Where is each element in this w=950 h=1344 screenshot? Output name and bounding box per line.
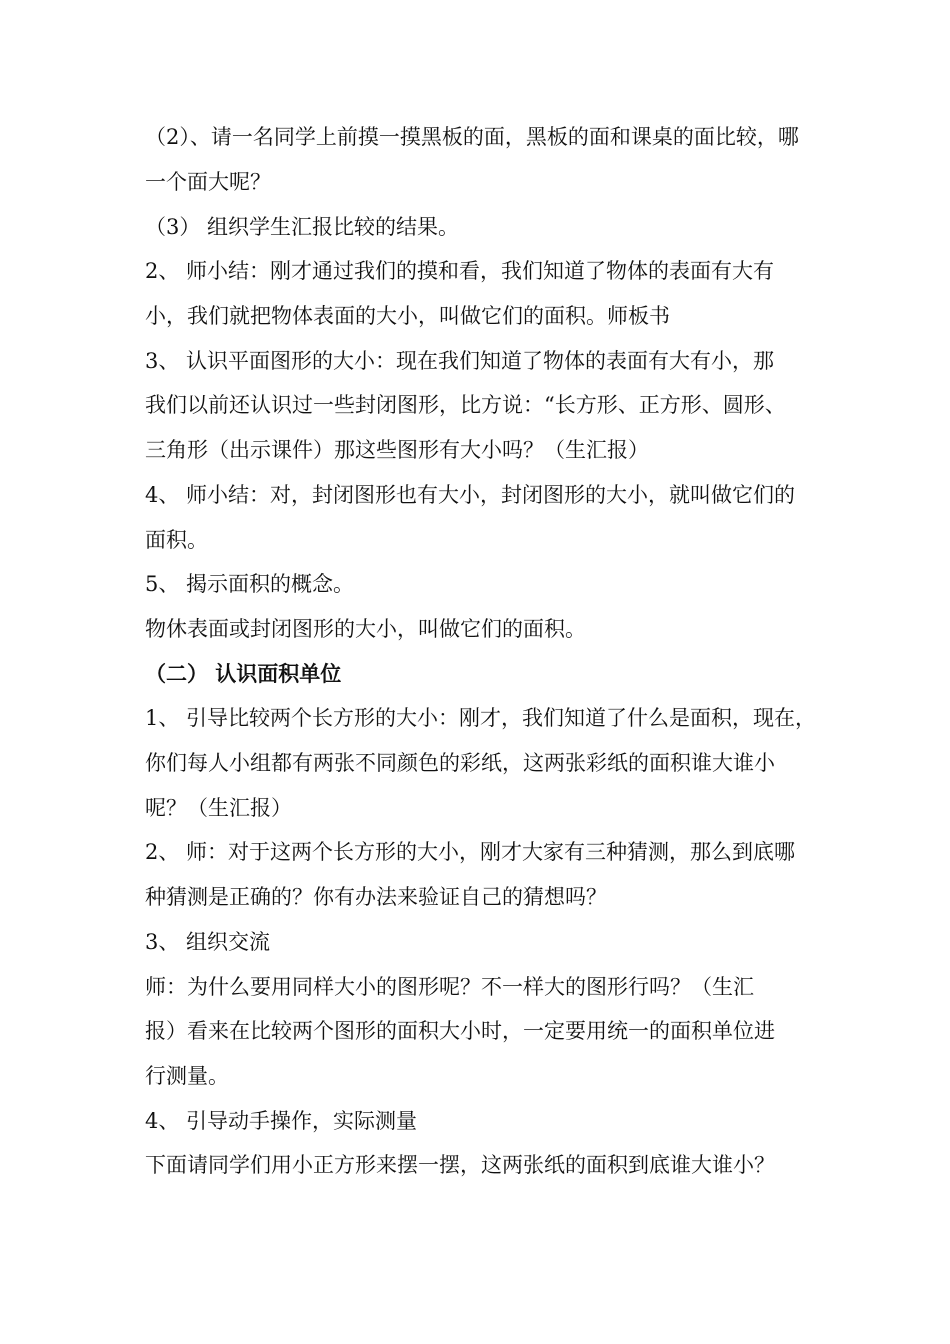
text-line: 5、 揭示面积的概念。 [145, 572, 355, 596]
text-line: 物休表面或封闭图形的大小，叫做它们的面积。 [145, 617, 586, 641]
text-line: 4、 师小结：对，封闭图形也有大小，封闭图形的大小，就叫做它们的 [145, 483, 796, 507]
text-line: 行测量。 [145, 1064, 229, 1088]
text-line: 3、 认识平面图形的大小：现在我们知道了物体的表面有大有小，那 [145, 349, 775, 373]
text-line: 我们以前还认识过一些封闭图形，比方说：“长方形、正方形、圆形、 [145, 393, 786, 417]
text-line: 1、 引导比较两个长方形的大小：刚才，我们知道了什么是面积，现在， [145, 706, 817, 730]
text-line: 小，我们就把物体表面的大小，叫做它们的面积。师板书 [145, 304, 670, 328]
text-line: 2、 师：对于这两个长方形的大小，刚才大家有三种猜测，那么到底哪 [145, 840, 796, 864]
text-line: 三角形（出示课件）那这些图形有大小吗？（生汇报） [145, 438, 649, 462]
text-line: 面积。 [145, 528, 208, 552]
text-line: 下面请同学们用小正方形来摆一摆，这两张纸的面积到底谁大谁小？ [145, 1153, 775, 1177]
text-line: 种猜测是正确的？你有办法来验证自己的猜想吗？ [145, 885, 607, 909]
text-line: 报）看来在比较两个图形的面积大小时，一定要用统一的面积单位进 [145, 1019, 775, 1043]
text-line: 3、 组织交流 [145, 930, 271, 954]
text-line: （3） 组织学生汇报比较的结果。 [145, 215, 460, 239]
text-line: 4、 引导动手操作，实际测量 [145, 1109, 418, 1133]
section-heading: （二） 认识面积单位 [145, 661, 342, 686]
text-line: 2、 师小结：刚才通过我们的摸和看，我们知道了物体的表面有大有 [145, 259, 775, 283]
text-line: 呢？（生汇报） [145, 796, 292, 820]
text-line: 一个面大呢？ [145, 170, 271, 194]
text-line: 师：为什么要用同样大小的图形呢？不一样大的图形行吗？（生汇 [145, 975, 754, 999]
text-line: 你们每人小组都有两张不同颜色的彩纸，这两张彩纸的面积谁大谁小 [145, 751, 775, 775]
text-line: （2）、请一名同学上前摸一摸黑板的面，黑板的面和课桌的面比较，哪 [145, 125, 799, 149]
